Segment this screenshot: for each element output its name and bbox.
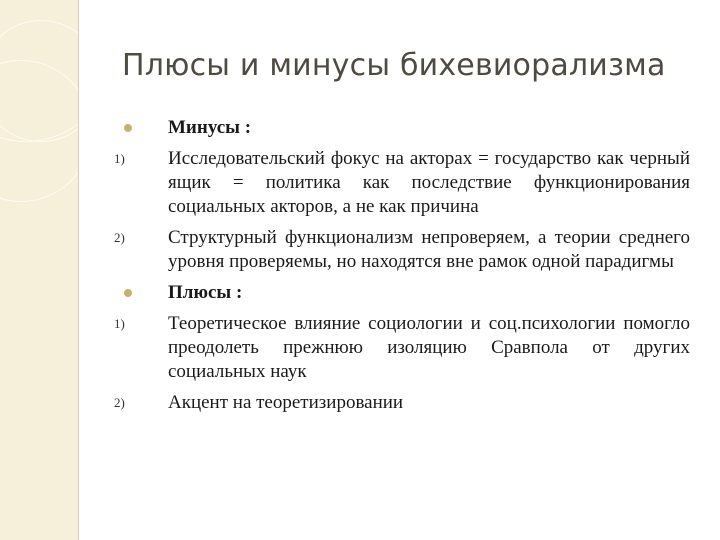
list-item <box>114 226 690 274</box>
decorative-circle <box>0 60 78 202</box>
item-number: 2) <box>114 395 125 410</box>
bullet-icon <box>114 116 154 140</box>
decorative-sidebar <box>0 0 78 540</box>
item-text: Исследовательский фокус на акторах = государство как черный ящик = политика как последствие функционирования социальных акторов, а не как причина <box>168 148 690 217</box>
heading-pluses <box>114 281 690 305</box>
item-number: 1) <box>114 151 125 166</box>
list-item <box>114 391 690 415</box>
item-text: Теоретическое влияние социологии и соц.психологии помогло преодолеть прежнюю изоляцию Сравпола от других социальных наук <box>168 313 690 382</box>
slide-title: Плюсы и минусы бихевиорализма <box>122 48 666 83</box>
sidebar-divider <box>78 0 79 540</box>
item-number: 1) <box>114 316 125 331</box>
item-text: Структурный функционализм непроверяем, а теории среднего уровня проверяемы, но находятся вне рамок одной парадигмы <box>168 227 690 272</box>
bullet-icon <box>114 281 154 305</box>
item-text: Минусы : <box>168 117 252 138</box>
item-text: Акцент на теоретизировании <box>168 392 404 413</box>
item-number: 2) <box>114 230 125 245</box>
list-item <box>114 312 690 384</box>
slide-content <box>114 116 690 422</box>
item-text: Плюсы : <box>168 282 243 303</box>
list-item <box>114 147 690 219</box>
heading-minuses <box>114 116 690 140</box>
